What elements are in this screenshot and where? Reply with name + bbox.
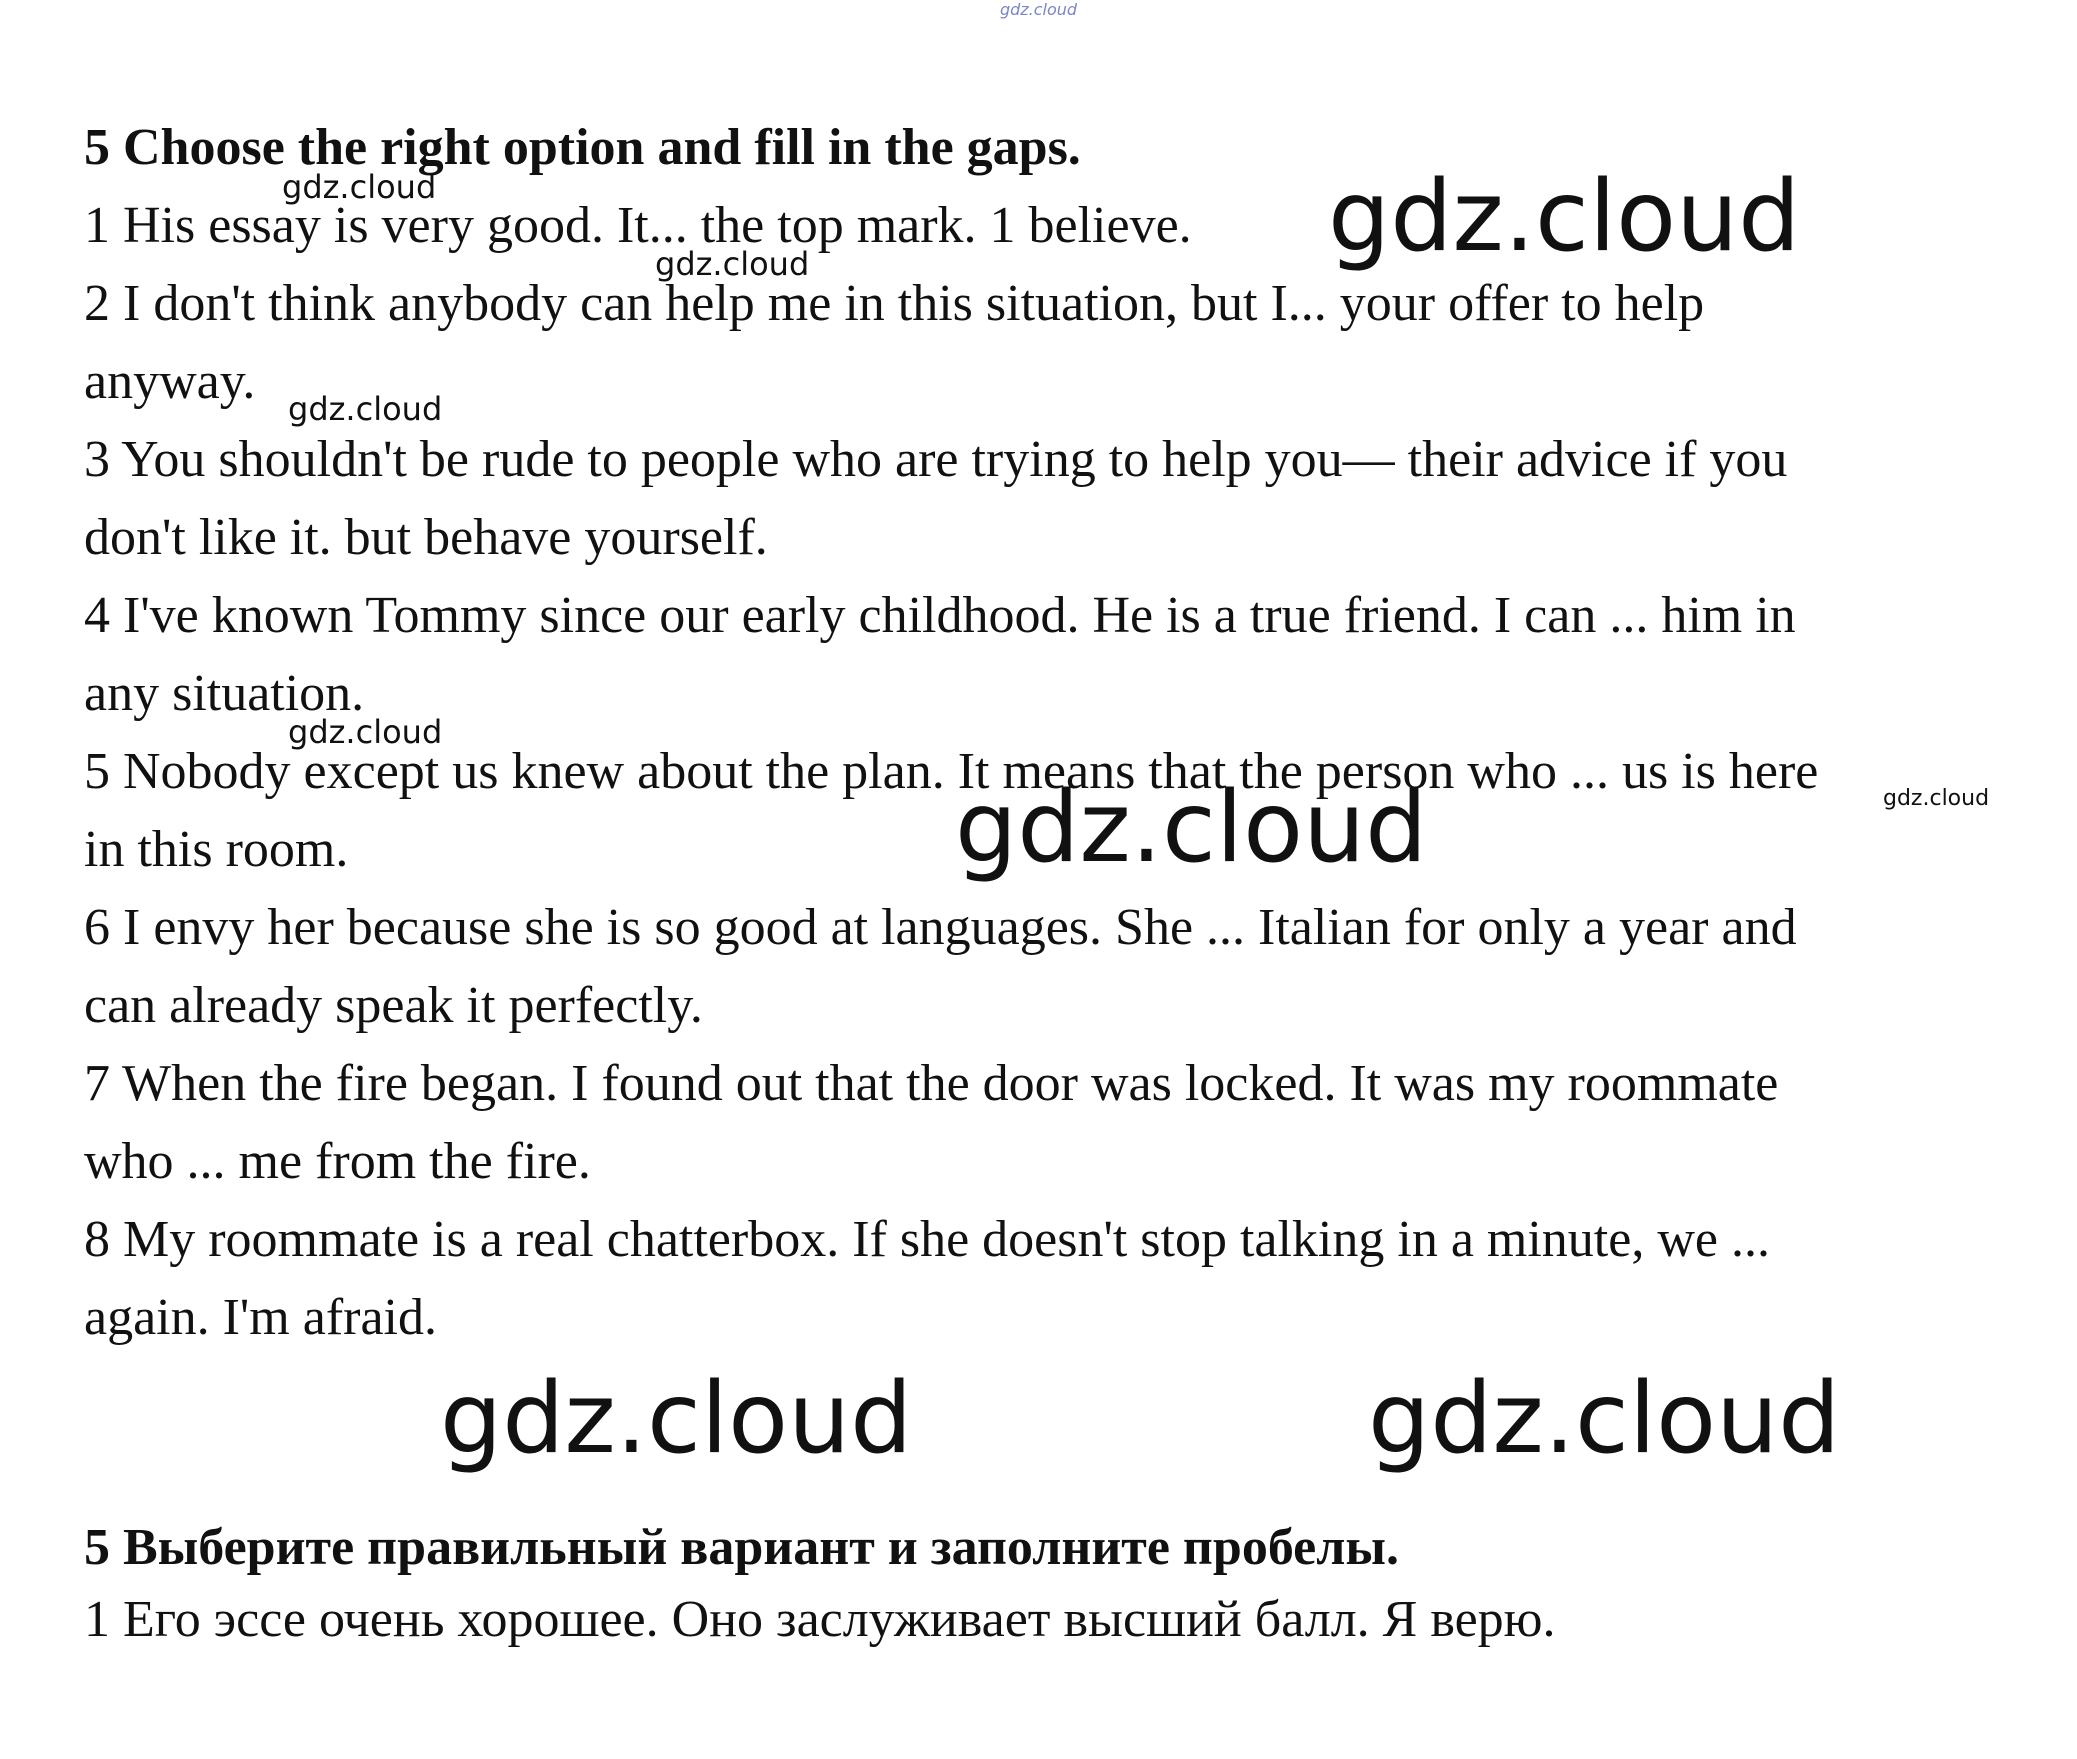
exercise-line: 7 When the fire began. I found out that the door was locked. It was my roommate xyxy=(84,1055,1779,1112)
translation-line: 1 Его эссе очень хорошее. Оно заслуживает высший балл. Я верю. xyxy=(84,1591,1556,1648)
watermark: gdz.cloud xyxy=(440,1362,913,1476)
exercise-line: any situation. xyxy=(84,665,365,722)
watermark: gdz.cloud xyxy=(288,713,443,751)
watermark: gdz.cloud xyxy=(955,771,1428,885)
exercise-line: can already speak it perfectly. xyxy=(84,977,703,1034)
exercise-heading-en: 5 Choose the right option and fill in the gaps. xyxy=(84,119,1081,176)
watermark: gdz.cloud xyxy=(1368,1362,1841,1476)
watermark: gdz.cloud xyxy=(655,245,810,283)
watermark: gdz.cloud xyxy=(282,168,437,206)
watermark: gdz.cloud xyxy=(1328,160,1801,274)
exercise-line: 1 His essay is very good. It... the top mark. 1 believe. xyxy=(84,197,1192,254)
watermark: gdz.cloud xyxy=(288,390,443,428)
exercise-line: in this room. xyxy=(84,821,349,878)
exercise-line: 2 I don't think anybody can help me in this situation, but I... your offer to help xyxy=(84,275,1705,332)
watermark: gdz.cloud xyxy=(1883,786,1990,811)
exercise-line: 8 My roommate is a real chatterbox. If she doesn't stop talking in a minute, we ... xyxy=(84,1211,1770,1268)
exercise-line: 6 I envy her because she is so good at languages. She ... Italian for only a year and xyxy=(84,899,1797,956)
exercise-line: anyway. xyxy=(84,353,256,410)
exercise-line: who ... me from the fire. xyxy=(84,1133,591,1190)
header-watermark: gdz.cloud xyxy=(999,0,1078,19)
exercise-line: 4 I've known Tommy since our early childhood. He is a true friend. I can ... him in xyxy=(84,587,1796,644)
exercise-line: again. I'm afraid. xyxy=(84,1289,437,1346)
exercise-line: 5 Nobody except us knew about the plan. It means that the person who ... us is here xyxy=(84,743,1819,800)
exercise-line: 3 You shouldn't be rude to people who are trying to help you— their advice if you xyxy=(84,431,1788,488)
exercise-heading-ru: 5 Выберите правильный вариант и заполните пробелы. xyxy=(84,1519,1399,1576)
exercise-line: don't like it. but behave yourself. xyxy=(84,509,768,566)
